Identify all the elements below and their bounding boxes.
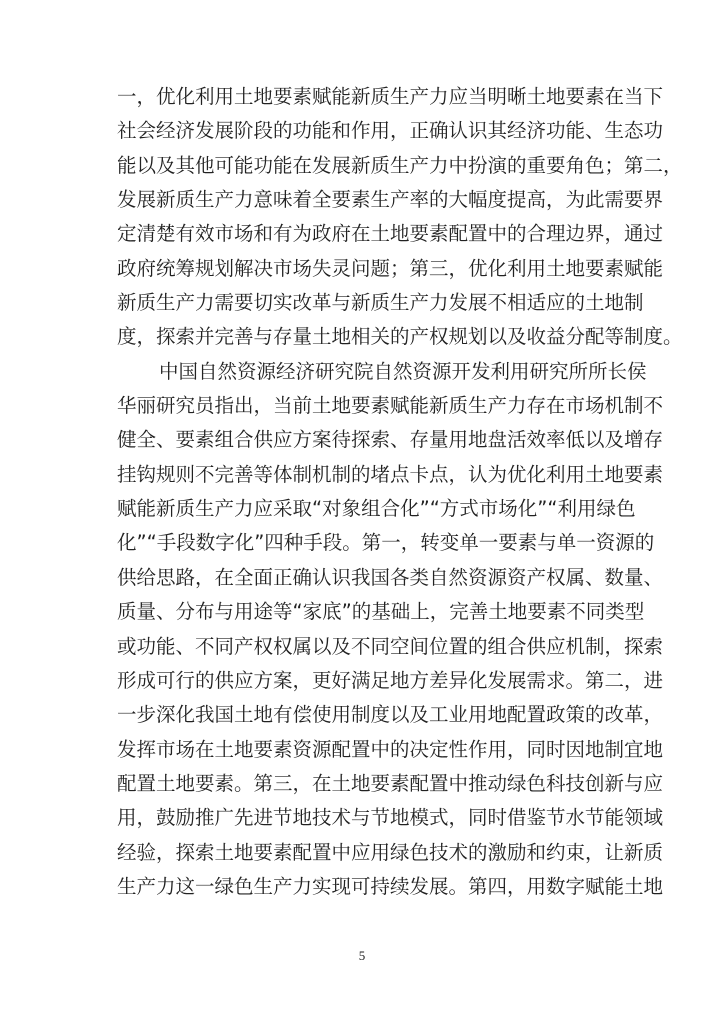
text-line: 形成可行的供应方案，更好满足地方差异化发展需求。第二，进 [117,668,664,692]
text-line: 社会经济发展阶段的功能和作用，正确认识其经济功能、生态功 [117,119,664,143]
text-line: 配置土地要素。第三，在土地要素配置中推动绿色科技创新与应 [117,771,664,795]
text-line: 经验，探索土地要素配置中应用绿色技术的激励和约束，让新质 [117,840,664,864]
text-line: 质量、分布与用途等“家底”的基础上，完善土地要素不同类型 [117,600,645,624]
text-line: 供给思路，在全面正确认识我国各类自然资源资产权属、数量、 [117,565,664,589]
document-body [117,80,683,904]
text-line: 一，优化利用土地要素赋能新质生产力应当明晰土地要素在当下 [117,85,664,108]
text-line: 用，鼓励推广先进节地技术与节地模式，同时借鉴节水节能领域 [117,806,664,830]
text-line: 或功能、不同产权权属以及不同空间位置的组合供应机制，探索 [117,634,664,658]
page-number: 5 [358,948,366,963]
text-line: 化”“手段数字化”四种手段。第一，转变单一要素与单一资源的 [117,531,655,555]
text-line: 能以及其他可能功能在发展新质生产力中扮演的重要角色；第二， [117,153,683,177]
text-line: 发挥市场在土地要素资源配置中的决定性作用，同时因地制宜地 [117,737,664,761]
text-line: 定清楚有效市场和有为政府在土地要素配置中的合理边界，通过 [117,222,664,246]
text-line: 政府统筹规划解决市场失灵问题；第三，优化利用土地要素赋能 [117,256,664,280]
text-line: 度，探索并完善与存量土地相关的产权规划以及收益分配等制度。 [117,325,683,349]
text-line: 一步深化我国土地有偿使用制度以及工业用地配置政策的改革， [117,703,664,727]
paragraph-start-line: 中国自然资源经济研究院自然资源开发利用研究所所长侯 [159,359,647,383]
text-line: 健全、要素组合供应方案待探索、存量用地盘活效率低以及增存 [117,428,664,452]
text-line: 生产力这一绿色生产力实现可持续发展。第四，用数字赋能土地 [117,874,664,898]
text-line: 发展新质生产力意味着全要素生产率的大幅度提高，为此需要界 [117,188,664,212]
text-line: 新质生产力需要切实改革与新质生产力发展不相适应的土地制 [117,291,644,315]
text-line: 赋能新质生产力应采取“对象组合化”“方式市场化”“利用绿色 [117,497,636,521]
text-line: 挂钩规则不完善等体制机制的堵点卡点，认为优化利用土地要素 [117,462,664,486]
text-line: 华丽研究员指出，当前土地要素赋能新质生产力存在市场机制不 [117,394,664,418]
